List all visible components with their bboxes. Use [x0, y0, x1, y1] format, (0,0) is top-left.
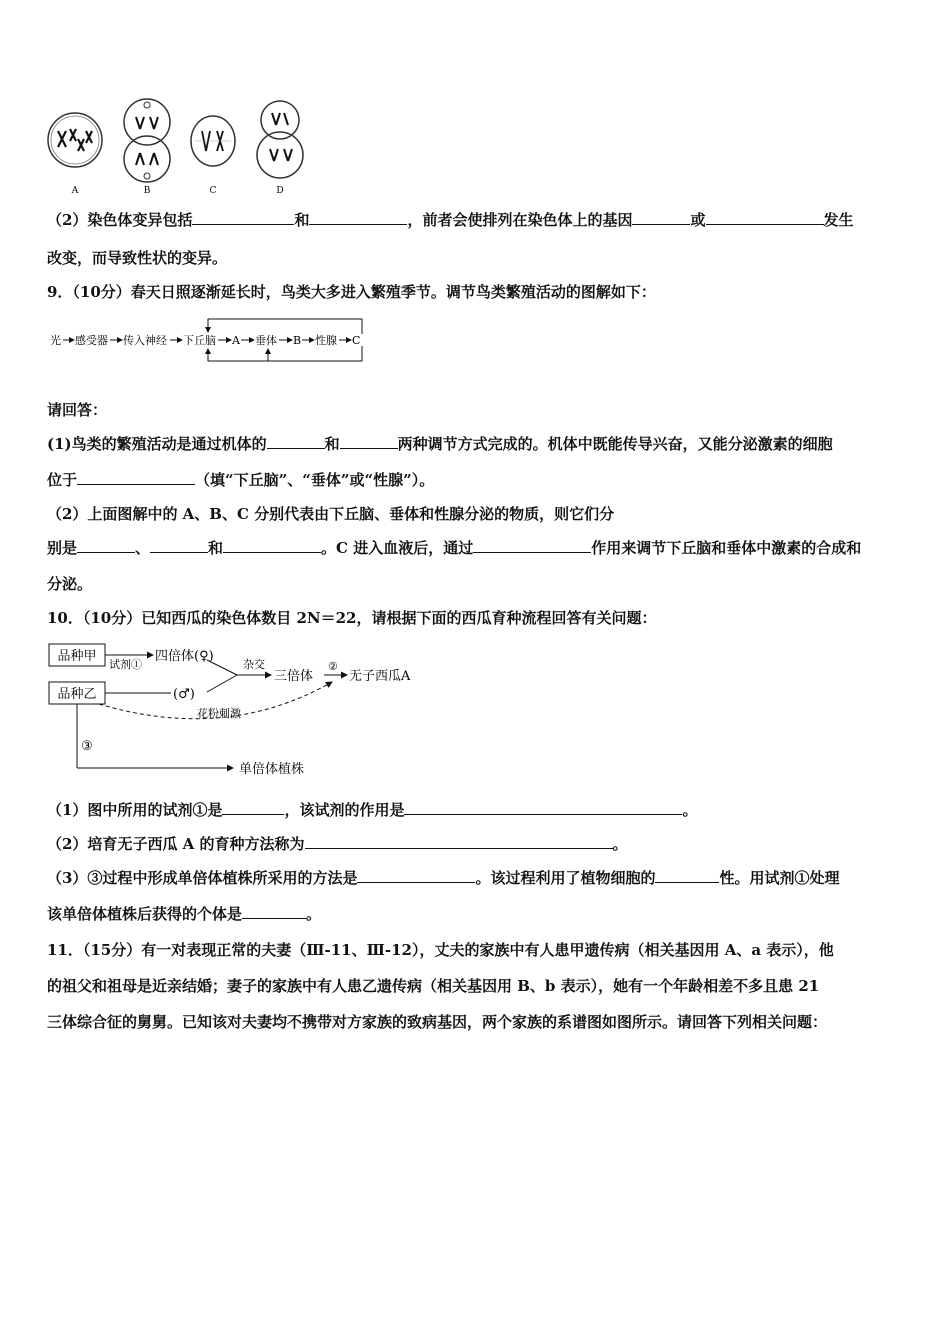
- q9-text: 分泌。: [47, 575, 93, 593]
- cell-a-icon: [48, 113, 102, 167]
- cell-label-c: C: [209, 186, 217, 196]
- q10-text: （1）图中所用的试剂①是: [47, 801, 223, 819]
- q10-text: 。: [682, 801, 698, 819]
- q10-head: [47, 608, 657, 628]
- q8-text-4: 或: [690, 211, 706, 229]
- answer-blank[interactable]: [223, 538, 321, 553]
- q10-text: 。: [612, 835, 628, 853]
- q9-text: 。C 进入血液后，通过: [321, 539, 474, 557]
- answer-blank[interactable]: [632, 210, 690, 225]
- answer-blank[interactable]: [706, 210, 824, 225]
- q9-text: (1)鸟类的繁殖活动是通过机体的: [47, 435, 267, 453]
- answer-blank[interactable]: [305, 834, 613, 849]
- q10-text: （3）③过程中形成单倍体植株所采用的方法是: [47, 869, 358, 887]
- q11-text: 三体综合征的舅舅。已知该对夫妻均不携带对方家族的致病基因，两个家族的系谱图如图所示。请回答下列相关问题：: [47, 1013, 828, 1031]
- q10-text: ，该试剂的作用是: [284, 801, 405, 819]
- cell-d-icon: [257, 101, 303, 178]
- q9-text: （填“下丘脑”、“垂体”或“性腺”）。: [195, 471, 435, 489]
- q8-part2-line1: [47, 210, 854, 230]
- label-cross: 杂交: [243, 658, 265, 671]
- diagram-node-gonad: 性腺: [315, 334, 337, 347]
- cell-label-d: D: [276, 186, 284, 196]
- answer-blank[interactable]: [473, 538, 591, 553]
- label-tetraploid: 四倍体(♀): [155, 649, 214, 664]
- diagram-node-hypothalamus: 下丘脑: [183, 334, 216, 347]
- cell-c-icon: [191, 116, 235, 166]
- q10-text: （2）培育无子西瓜 A 的育种方法称为: [47, 835, 305, 853]
- diagram-node-light: 光: [50, 334, 61, 347]
- answer-blank[interactable]: [77, 538, 135, 553]
- label-male: (♂): [173, 687, 195, 702]
- q9-text: 别是: [47, 539, 78, 557]
- q10-text: 。该过程利用了植物细胞的: [475, 869, 656, 887]
- q10-breeding-diagram: [47, 640, 437, 782]
- answer-blank[interactable]: [192, 210, 294, 225]
- cell-b-icon: [124, 99, 170, 182]
- cell-label-b: B: [143, 186, 151, 196]
- answer-blank[interactable]: [77, 470, 195, 485]
- q9-text: 作用来调节下丘脑和垂体中激素的合成和: [591, 539, 862, 557]
- answer-blank[interactable]: [340, 434, 398, 449]
- q9-text: 和: [324, 435, 340, 453]
- label-seedless-watermelon: 无子西瓜A: [349, 669, 411, 684]
- q9-text: （2）上面图解中的 A、B、C 分别代表由下丘脑、垂体和性腺分泌的物质，则它们分: [47, 505, 615, 523]
- answer-blank[interactable]: [309, 210, 407, 225]
- label-haploid-plant: 单倍体植株: [239, 762, 305, 777]
- q9-text: 两种调节方式完成的。机体中既能传导兴奋，又能分泌激素的细胞: [397, 435, 833, 453]
- q10-s3-line2: [47, 904, 321, 924]
- answer-blank[interactable]: [655, 868, 719, 883]
- diagram-node-b: B: [293, 334, 302, 347]
- q11-text: 11．（15分）有一对表现正常的夫妻（Ⅲ-11、Ⅲ-12），丈夫的家族中有人患甲遗传病（相关基因用 A、a 表示），他: [47, 941, 834, 959]
- label-step-2: ②: [328, 660, 338, 673]
- answer-blank[interactable]: [242, 904, 306, 919]
- q10-text: 性。用试剂①处理: [719, 869, 840, 887]
- q10-text: 该单倍体植株后获得的个体是: [47, 905, 243, 923]
- label-triploid: 三倍体: [274, 669, 314, 684]
- q9-s2-line1: [47, 504, 614, 524]
- q11-line2: [47, 976, 819, 996]
- q9-text: 位于: [47, 471, 78, 489]
- q9-ask: [47, 400, 107, 420]
- q8-text-6: 改变，而导致性状的变异。: [47, 249, 228, 267]
- q9-s2-line2: [47, 538, 861, 558]
- diagram-node-pituitary: 垂体: [255, 334, 277, 347]
- diagram-node-c: C: [352, 334, 361, 347]
- q8-text-1: （2）染色体变异包括: [47, 211, 193, 229]
- q9-ask-text: 请回答：: [47, 401, 108, 419]
- q9-heading: 9．（10分）春天日照逐渐延长时，鸟类大多进入繁殖季节。调节鸟类繁殖活动的图解如下：: [47, 283, 656, 301]
- q8-text-2: 和: [294, 211, 310, 229]
- label-reagent: 试剂①: [109, 658, 142, 671]
- q9-s1-line1: [47, 434, 833, 454]
- answer-blank[interactable]: [357, 868, 475, 883]
- q9-regulation-diagram: [48, 316, 378, 366]
- answer-blank[interactable]: [150, 538, 208, 553]
- q11-line1: [47, 940, 834, 960]
- q8-part2-line2: [47, 248, 227, 268]
- q10-s3-line1: [47, 868, 839, 888]
- q9-s1-line2: [47, 470, 434, 490]
- q9-text: 、: [135, 539, 151, 557]
- diagram-node-receptor: 感受器: [75, 334, 108, 347]
- q10-heading: 10．（10分）已知西瓜的染色体数目 2N＝22，请根据下面的西瓜育种流程回答有关问题：: [47, 609, 657, 627]
- q9-head: [47, 282, 656, 302]
- q8-text-3: ，前者会使排列在染色体上的基因: [407, 211, 633, 229]
- q9-text: 和: [208, 539, 224, 557]
- diagram-node-a: A: [232, 334, 240, 347]
- q10-s1: [47, 800, 697, 820]
- answer-blank[interactable]: [404, 800, 682, 815]
- q11-text: 的祖父和祖母是近亲结婚；妻子的家族中有人患乙遗传病（相关基因用 B、b 表示），她有一个年龄相差不多且患 21: [47, 977, 820, 995]
- label-pollen-stimulation: 花粉刺激: [197, 707, 241, 720]
- answer-blank[interactable]: [267, 434, 325, 449]
- answer-blank[interactable]: [222, 800, 284, 815]
- box-variety-a: 品种甲: [57, 649, 97, 664]
- diagram-node-afferent: 传入神经: [123, 334, 167, 347]
- label-step-3: ③: [81, 739, 93, 754]
- q9-s2-line3: [47, 574, 92, 594]
- cell-label-a: A: [71, 186, 79, 196]
- box-variety-b: 品种乙: [57, 687, 97, 702]
- q11-line3: [47, 1012, 827, 1032]
- q8-text-5: 发生: [823, 211, 854, 229]
- q10-text: 。: [306, 905, 322, 923]
- cell-division-figure: [40, 95, 320, 200]
- q10-s2: [47, 834, 628, 854]
